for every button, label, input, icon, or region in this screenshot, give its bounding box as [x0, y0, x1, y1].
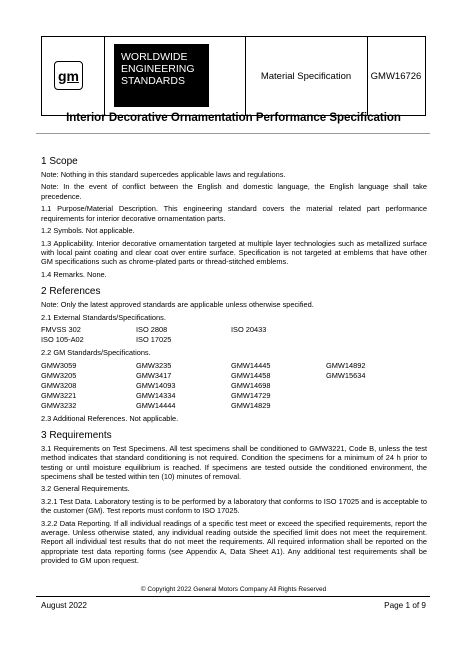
paragraph: 1.4 Remarks. None.	[41, 269, 107, 279]
paragraph: 1.2 Symbols. Not applicable.	[41, 226, 135, 236]
document-title: Interior Decorative Ornamentation Performance Specification	[66, 112, 401, 124]
standard-item: GMW14829	[231, 400, 271, 410]
document-body	[41, 156, 427, 568]
standard-item	[326, 391, 421, 401]
standard-item: GMW14458	[231, 370, 271, 380]
org-line: STANDARDS	[121, 75, 185, 87]
paragraph: 2.2 GM Standards/Specifications.	[41, 348, 151, 358]
standard-item: GMW14445	[231, 360, 271, 370]
standard-item: GMW14093	[136, 380, 176, 390]
section-heading-references: 2 References	[41, 286, 101, 298]
standard-item: GMW3208	[41, 380, 77, 390]
standard-item: ISO 105-A02	[41, 335, 84, 345]
doc-number: GMW16726	[370, 70, 422, 82]
org-line: ENGINEERING	[121, 63, 195, 75]
standard-item: GMW3232	[41, 400, 77, 410]
document-header	[41, 36, 426, 116]
paragraph: 3.2.2 Data Reporting. If all individual readings of a specific test meet or exceed the specified requirements, report the average. Unless otherwise stated, any individual reading outside the specified limit does not meet the requirement. Report all individual test results that do not meet the requirements. All required information shall be reported on the appropriate test data reporting forms (see Appendix A, Data Sheet A1). Any additional test requirements shall be provided to GM upon request.	[41, 518, 427, 565]
org-line: WORLDWIDE	[121, 51, 188, 63]
title-divider	[36, 133, 430, 134]
logo-cell	[42, 37, 105, 115]
standard-item: ISO 2808	[136, 325, 168, 335]
standard-item: GMW14729	[231, 390, 271, 400]
paragraph: 2.1 External Standards/Specifications.	[41, 312, 166, 322]
standard-item: GMW3059	[41, 360, 77, 370]
doc-type: Material Specification	[245, 37, 368, 115]
standard-item: GMW3235	[136, 360, 172, 370]
org-cell	[104, 37, 246, 115]
section-heading-scope: 1 Scope	[41, 156, 78, 167]
paragraph: Note: Only the latest approved standards are applicable unless otherwise specified.	[41, 300, 314, 310]
worldwide-engineering-standards-badge	[114, 44, 209, 107]
standard-item	[326, 401, 421, 411]
footer-divider	[36, 596, 430, 597]
paragraph: Note: Nothing in this standard supercedes applicable laws and regulations.	[41, 170, 286, 179]
paragraph: 1.1 Purpose/Material Description. This engineering standard covers the material related part performance requirements for interior decorative ornamentation parts.	[41, 204, 427, 223]
footer-date: August 2022	[41, 601, 87, 610]
paragraph: 3.2.1 Test Data. Laboratory testing is to be performed by a laboratory that conforms to ISO 17025 and is acceptable to the customer (GM). Test reports must conform to ISO 17025.	[41, 496, 427, 516]
paragraph: 2.3 Additional References. Not applicable.	[41, 413, 179, 423]
standard-item: GMW3221	[41, 390, 77, 400]
external-standards-list	[41, 325, 427, 345]
standard-item: GMW3417	[136, 370, 172, 380]
standard-item: GMW14444	[136, 400, 176, 410]
standard-item	[326, 381, 421, 391]
standard-item: GMW14334	[136, 390, 176, 400]
paragraph: 3.1 Requirements on Test Specimens. All test specimens shall be conditioned to GMW3221, Code B, unless the test method indicates that standard conditioning is not required. Condition the specimens for a minimum of 24 h prior to testing or until moisture equilibrium is reached. If specimens are tested outside the conditioned environment, the specimens shall be tested within ten (10) minutes of removal.	[41, 444, 427, 481]
standard-item: GMW14698	[231, 380, 271, 390]
footer-page-number: Page 1 of 9	[384, 601, 426, 610]
standard-item: GMW3205	[41, 370, 77, 380]
paragraph: Note: In the event of conflict between the English and domestic language, the English language shall take precedence.	[41, 182, 427, 201]
standard-item: ISO 20433	[231, 325, 267, 335]
gm-standards-list	[41, 361, 427, 411]
standard-item: ISO 17025	[136, 335, 172, 345]
copyright-notice: © Copyright 2022 General Motors Company All Rights Reserved	[140, 586, 327, 593]
section-heading-requirements: 3 Requirements	[41, 430, 112, 442]
paragraph: 1.3 Applicability. Interior decorative ornamentation targeted at multiple layer technologies such as metallized surface with local paint coating and clear coat over entire surface. Specification is not targeted at emblems that have other GM specifications such as chrome-plated parts or thread-stitched emblems.	[41, 238, 427, 267]
paragraph: 3.2 General Requirements.	[41, 484, 130, 494]
standard-item: GMW14892	[326, 360, 366, 370]
gm-logo: gm	[54, 61, 83, 90]
standard-item: GMW15634	[326, 370, 366, 380]
standard-item: FMVSS 302	[41, 325, 81, 335]
